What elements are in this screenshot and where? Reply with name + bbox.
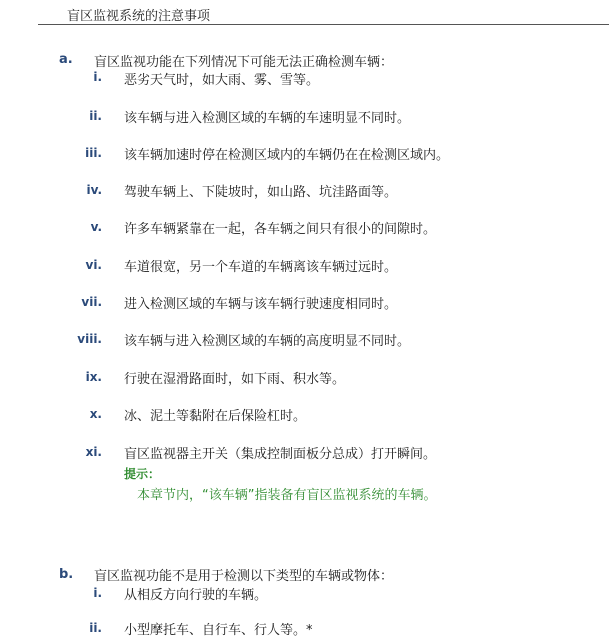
list-item-text: 进入检测区域的车辆与该车辆行驶速度相同时。 bbox=[124, 297, 398, 312]
note-text: 本章节内，“该车辆”指装备有盲区监视系统的车辆。 bbox=[137, 488, 437, 503]
list-item-number: ii. bbox=[89, 621, 102, 635]
list-item-text: 驾驶车辆上、下陡坡时，如山路、坑洼路面等。 bbox=[124, 185, 398, 200]
list-item-number: viii. bbox=[77, 332, 102, 346]
list-item-text: 该车辆加速时停在检测区域内的车辆仍在在检测区域内。 bbox=[124, 148, 450, 163]
list-item-text: 小型摩托车、自行车、行人等。* bbox=[124, 623, 313, 638]
list-item-text: 恶劣天气时，如大雨、雾、雪等。 bbox=[124, 73, 320, 88]
list-item-number: i. bbox=[93, 70, 102, 84]
section-b-text: 盲区监视功能不是用于检测以下类型的车辆或物体： bbox=[94, 569, 394, 584]
section-b-marker: b. bbox=[59, 567, 74, 582]
list-item-number: i. bbox=[93, 586, 102, 600]
list-item-text: 冰、泥土等黏附在后保险杠时。 bbox=[124, 409, 307, 424]
list-item-number: vi. bbox=[85, 258, 102, 272]
list-item-text: 该车辆与进入检测区域的车辆的车速明显不同时。 bbox=[124, 111, 411, 126]
list-item-number: iv. bbox=[86, 183, 102, 197]
page-header bbox=[38, 0, 609, 25]
list-item-number: vii. bbox=[81, 295, 102, 309]
note-label: 提示： bbox=[124, 467, 161, 481]
section-a-text: 盲区监视功能在下列情况下可能无法正确检测车辆： bbox=[94, 55, 394, 70]
list-item-number: iii. bbox=[85, 146, 102, 160]
list-item-text: 车道很宽，另一个车道的车辆离该车辆过远时。 bbox=[124, 260, 398, 275]
list-item-number: xi. bbox=[85, 445, 102, 459]
list-item-text: 该车辆与进入检测区域的车辆的高度明显不同时。 bbox=[124, 334, 411, 349]
list-item-number: v. bbox=[90, 220, 102, 234]
list-item-text: 许多车辆紧靠在一起，各车辆之间只有很小的间隙时。 bbox=[124, 222, 437, 237]
section-a-marker: a. bbox=[59, 52, 73, 67]
list-item-number: ii. bbox=[89, 109, 102, 123]
page-title: 盲区监视系统的注意事项 bbox=[67, 9, 211, 24]
list-item-number: x. bbox=[89, 407, 102, 421]
list-item-text: 盲区监视器主开关（集成控制面板分总成）打开瞬间。 bbox=[124, 447, 437, 462]
list-item-text: 从相反方向行驶的车辆。 bbox=[124, 588, 268, 603]
list-item-text: 行驶在湿滑路面时，如下雨、积水等。 bbox=[124, 372, 346, 387]
list-item-number: ix. bbox=[85, 370, 102, 384]
